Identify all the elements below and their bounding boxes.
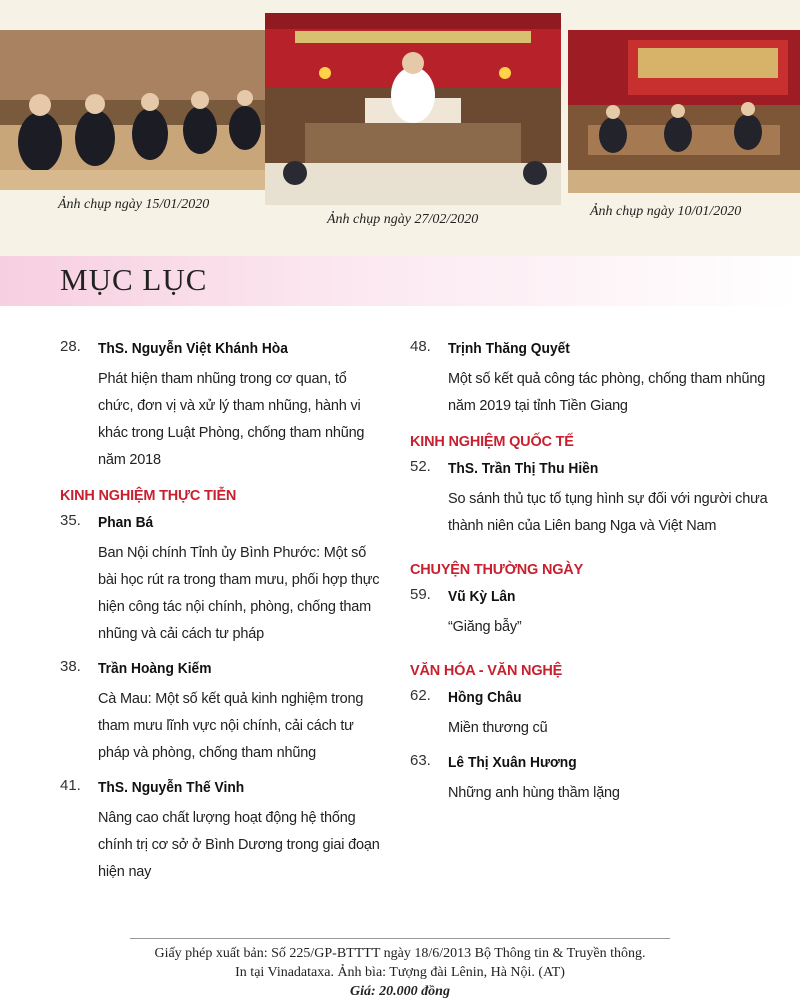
article-title: Phát hiện tham nhũng trong cơ quan, tổ chức, đơn vị và xử lý tham nhũng, hành vi khác trong Luật Phòng, chống tham nhũng năm 2018 (98, 371, 365, 468)
author: Lê Thị Xuân Hương (448, 754, 577, 771)
publication-footer (0, 944, 800, 1001)
author: Trần Hoàng Kiếm (98, 660, 212, 677)
article-title: So sánh thủ tục tố tụng hình sự đối với người chưa thành niên của Liên bang Nga và Việt Nam (448, 491, 768, 534)
section-heading: KINH NGHIỆM THỰC TIỄN (60, 488, 237, 504)
toc-entry[interactable] (410, 338, 770, 420)
article-title: “Giăng bẫy” (448, 619, 522, 635)
toc-entry[interactable] (410, 458, 770, 540)
author: ThS. Nguyễn Việt Khánh Hòa (98, 340, 288, 357)
photo-caption-2: Ảnh chụp ngày 27/02/2020 (327, 212, 479, 227)
photo-caption-3: Ảnh chụp ngày 10/01/2020 (590, 204, 742, 219)
toc-entry[interactable] (60, 338, 380, 474)
photo-caption-1: Ảnh chụp ngày 15/01/2020 (58, 197, 210, 212)
author: Vũ Kỳ Lân (448, 588, 516, 605)
page-title: MỤC LỤC (60, 262, 208, 297)
article-title: Miền thương cũ (448, 720, 548, 736)
author: Hồng Châu (448, 689, 522, 706)
article-title: Nâng cao chất lượng hoạt động hệ thống chính trị cơ sở ở Bình Dương trong giai đoạn hiện nay (98, 810, 380, 880)
footer-divider (130, 938, 670, 939)
photo-meeting-2 (265, 13, 561, 205)
toc-entry[interactable] (60, 777, 380, 886)
author: Trịnh Thăng Quyết (448, 340, 570, 357)
author: ThS. Nguyễn Thế Vinh (98, 779, 245, 796)
page-number: 52. (410, 458, 431, 475)
page-number: 38. (60, 658, 81, 675)
article-title: Ban Nội chính Tỉnh ủy Bình Phước: Một số bài học rút ra trong tham mưu, phối hợp thực hiện công tác nội chính, phòng, chống tham nhũng và cải cách tư pháp (98, 545, 380, 642)
page-number: 41. (60, 777, 81, 794)
toc-entry[interactable] (410, 687, 770, 742)
author: ThS. Trần Thị Thu Hiền (448, 460, 599, 477)
article-title: Cà Mau: Một số kết quả kinh nghiệm trong tham mưu lĩnh vực nội chính, cải cách tư pháp và phòng, chống tham nhũng (98, 691, 364, 761)
footer-price: Giá: 20.000 đồng (350, 984, 450, 999)
toc-entry[interactable] (60, 512, 380, 648)
page-number: 35. (60, 512, 81, 529)
footer-print-info: In tại Vinadataxa. Ảnh bìa: Tượng đài Lênin, Hà Nội. (AT) (235, 965, 565, 980)
page-number: 62. (410, 687, 431, 704)
photo-meeting-1 (0, 30, 265, 190)
toc-entry[interactable] (410, 752, 770, 807)
section-heading: CHUYỆN THƯỜNG NGÀY (410, 562, 584, 578)
article-title: Một số kết quả công tác phòng, chống tham nhũng năm 2019 tại tỉnh Tiền Giang (448, 371, 766, 414)
toc-entry[interactable] (60, 658, 380, 767)
page-number: 59. (410, 586, 431, 603)
toc-entry[interactable] (410, 586, 770, 641)
section-heading: KINH NGHIỆM QUỐC TẾ (410, 434, 574, 450)
footer-license: Giấy phép xuất bản: Số 225/GP-BTTTT ngày 18/6/2013 Bộ Thông tin & Truyền thông. (154, 946, 646, 961)
page-number: 63. (410, 752, 431, 769)
page-number: 48. (410, 338, 431, 355)
toc-right-column (410, 338, 770, 817)
page-number: 28. (60, 338, 81, 355)
toc-left-column (60, 338, 380, 896)
author: Phan Bá (98, 514, 154, 531)
article-title: Những anh hùng thầm lặng (448, 785, 620, 801)
photo-meeting-3 (568, 30, 800, 193)
section-heading: VĂN HÓA - VĂN NGHỆ (410, 663, 563, 679)
